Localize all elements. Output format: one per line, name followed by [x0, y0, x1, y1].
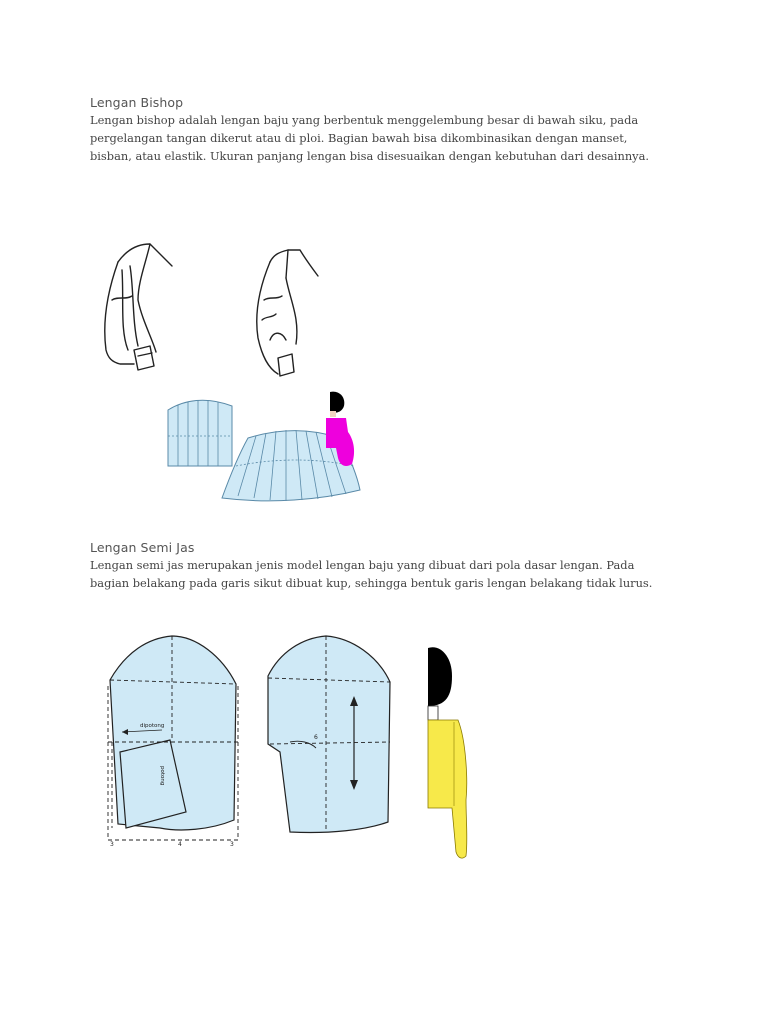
paragraph-line: bagian belakang pada garis sikut dibuat kup, sehingga bentuk garis lengan belakang tidak lurus. [90, 576, 653, 590]
paragraph-line: bisban, atau elastik. Ukuran panjang lengan bisa disesuaikan dengan kebutuhan dari desainnya. [90, 149, 649, 163]
measure-label-right: 3 [230, 841, 234, 848]
section-heading-semi-jas: Lengan Semi Jas [90, 540, 195, 555]
potong-label: potong [159, 766, 165, 786]
paragraph-line: Lengan bishop adalah lengan baju yang berbentuk menggelembung besar di bawah siku, pada [90, 113, 639, 127]
measure-label-left: 3 [110, 841, 114, 848]
section-heading-bishop: Lengan Bishop [90, 95, 184, 110]
semi-jas-model-figure [428, 647, 467, 858]
semi-jas-pattern-final [268, 636, 390, 833]
paragraph-line: Lengan semi jas merupakan jenis model lengan baju yang dibuat dari pola dasar lengan. Pada [90, 558, 635, 572]
semi-jas-pattern-draft [108, 636, 238, 848]
measure-label-dart: 6 [314, 734, 318, 741]
dipotong-label: dipotong [140, 723, 165, 729]
paragraph-line: pergelangan tangan dikerut atau di ploi. Bagian bawah bisa dikombinasikan dengan manset, [90, 131, 628, 145]
measure-label-middle: 4 [178, 841, 182, 848]
